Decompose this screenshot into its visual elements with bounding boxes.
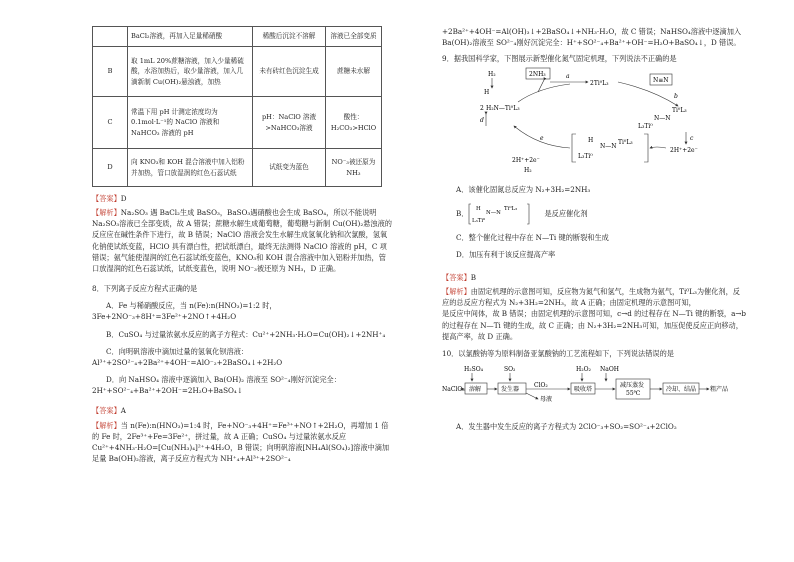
q8-option-d: D．向 NaHSO₄ 溶液中逐滴加入 Ba(OH)₂ 溶液至 SO²⁻₄刚好沉淀完全：2H⁺+SO²⁻₄+Ba²⁺+2OH⁻=2H₂O+BaSO₄↓ xyxy=(92,375,341,396)
row-label: C xyxy=(93,97,128,149)
q9-option-b-prefix: B． xyxy=(456,209,469,219)
left-h-label: H xyxy=(484,89,490,97)
table-row xyxy=(93,97,382,149)
question-8-title: 8．下列离子反应方程式正确的是 xyxy=(92,284,198,294)
nh3-label: 2NH₃ xyxy=(529,71,546,79)
analysis-text: 当 n(Fe):n(HNO₃)=1:4 时，Fe+NO⁻₃+4H⁺=Fe³⁺+NO↑+2H₂O，再增加 1 倍的 Fe 时，2Fe³⁺+Fe=3Fe²⁺，拼过量，故 A 正确；CuSO₄ 与过量浓氨水反应 Cu²⁺+4NH₃·H₂O=[Cu(NH₃)₄]²⁺+4H₂O，B 错误；向明矾溶液[NH₄Al(SO₄)₂]溶液中滴加足量 Ba(OH)₂溶液，离子反应方程式为 NH⁺₄+Al³⁺+2SO²⁻₄ xyxy=(92,420,390,463)
label-e: e xyxy=(540,135,544,143)
dissolve-label: 溶解 xyxy=(469,386,482,394)
row-operation: 取 1mL 20%蔗糖溶液，加入少量稀硫酸，水浴加热后，取少量溶液，加入几滴新制 Cu(OH)₂悬浊液，加热 xyxy=(128,47,253,97)
analysis-paragraph xyxy=(442,286,747,308)
crystallize-label: 冷却、结晶 xyxy=(666,386,697,394)
catalytic-cycle-diagram xyxy=(478,66,718,178)
struct-h: H xyxy=(476,205,482,212)
label-c: c xyxy=(690,135,694,143)
question-10-title: 10．以氯酸钠等为原料制备亚氯酸钠的工艺流程如下，下列说法错误的是 xyxy=(442,348,674,358)
arrow-b xyxy=(618,82,678,106)
q9-option-b-suffix: 是反应催化剂 xyxy=(544,209,588,219)
row-conclusion: 酸性：H₂CO₃>HClO xyxy=(326,97,382,149)
h-plus-right: 2H⁺+2e⁻ xyxy=(670,147,698,155)
answer-tag: 【答案】 xyxy=(92,406,121,416)
process-flow-diagram xyxy=(442,361,742,417)
q9-option-c: C．整个催化过程中存在 N—Ti 键的断裂和生成 xyxy=(456,232,609,242)
struct-tip: Ti⁰L₃ xyxy=(504,205,518,212)
absorber-label: 吸收塔 xyxy=(574,386,593,394)
row-label xyxy=(93,27,128,47)
row-operation: 向 KNO₃和 KOH 混合溶液中加入铝粉并加热，管口放湿润的红色石蕊试纸 xyxy=(128,149,253,187)
n2-label: N≡N xyxy=(653,77,669,85)
input-h2so4: H₂SO₄ xyxy=(464,366,484,374)
question-9-title: 9．据我国科学家，下图展示新型催化氮气固定机理，下列说法不正确的是 xyxy=(442,54,677,64)
row-phenomenon: pH：NaClO 溶液 >NaHCO₃溶液 xyxy=(253,97,326,149)
answer-tag: 【答案】 xyxy=(92,194,121,203)
bracket-right xyxy=(644,134,648,162)
answer-value: B xyxy=(470,272,477,282)
table-row xyxy=(93,47,382,97)
struct-l3ti: L₃Ti⁰ xyxy=(472,217,486,224)
label-a: a xyxy=(566,73,570,81)
product-label: 粗产品 xyxy=(710,386,729,394)
row-conclusion: 溶液已全部变质 xyxy=(326,27,382,47)
h2-top-label: H₂ xyxy=(488,71,496,79)
analysis-tag: 【解析】 xyxy=(92,208,121,218)
arrow xyxy=(518,84,570,102)
row-phenomenon: 稀酸后沉淀不溶解 xyxy=(253,27,326,47)
naclo3-label: NaClO₃ xyxy=(442,386,465,394)
h-plus-left: 2H⁺+2e⁻ xyxy=(512,157,540,165)
continued-analysis: +2Ba²⁺+4OH⁻=Al(OH)₃↓+2BaSO₄↓+NH₃·H₂O，故 C 错误；NaHSO₄溶液中逐滴加入 Ba(OH)₂溶液至 SO²⁻₄刚好沉淀完全：H⁺+SO²⁻₄+Ba²⁺+OH⁻=H₂O+BaSO₄↓，D 错误。 xyxy=(442,27,742,48)
q8-option-a: A．Fe 与稀硝酸反应，当 n(Fe):n(HNO₃)=1:2 时，3Fe+2NO⁻₃+8H⁺=3Fe²⁺+2NO↑+4H₂O xyxy=(92,301,277,322)
experiment-table xyxy=(92,26,382,187)
struct-nn: N—N xyxy=(486,209,502,216)
left-species: H₂N—Ti⁰L₃ xyxy=(486,105,520,113)
answer-line xyxy=(92,405,392,416)
row-operation: BaCl₂溶液，再加入足量稀硝酸 xyxy=(128,27,253,47)
h2-bottom-label: H₂ xyxy=(524,167,532,175)
mid-tip-label: Ti⁰L₃ xyxy=(618,139,633,147)
label-b: b xyxy=(674,93,678,101)
table-row xyxy=(93,27,382,47)
row-conclusion: NO⁻₃被还原为 NH₃ xyxy=(326,149,382,187)
answer-line xyxy=(442,272,747,283)
q10-option-a: A．发生器中发生反应的离子方程式为 2ClO⁻₃+SO₂=SO²⁻₄+2ClO₂ xyxy=(456,422,677,432)
input-naoh: NaOH xyxy=(600,366,619,374)
mid-l3ti-label: L₃Ti⁰ xyxy=(578,153,593,161)
analysis-text: 由固定机理的示意图可知，反应物为氮气和氢气，生成物为氨气，Ti⁰L₃为催化剂，反应的总反应方程式为 N₂+3H₂=2NH₃，故 A 正确；由固定机理的示意图可知， xyxy=(442,287,740,308)
q9-option-b xyxy=(442,202,747,226)
q9-option-a: A．该催化固氮总反应为 N₂+3H₂=2NH₃ xyxy=(456,185,591,195)
analysis-paragraph xyxy=(92,420,392,465)
label-d: d xyxy=(480,117,484,125)
evaporator-label-1: 减压蒸发 xyxy=(620,382,645,390)
row-phenomenon: 未有砖红色沉淀生成 xyxy=(253,47,326,97)
right-column xyxy=(442,26,747,432)
intermediate-structure xyxy=(468,202,530,226)
q9-option-d: D．加压有利于该反应提高产率 xyxy=(456,249,556,259)
row-conclusion: 蔗糖未水解 xyxy=(326,47,382,97)
right-nn-label: N—N xyxy=(654,115,671,123)
table-row xyxy=(93,149,382,187)
q8-option-c: C．向明矾溶液中滴加过量的氢氧化钡溶液：Al³⁺+2SO²⁻₄+2Ba²⁺+4OH⁻=AlO⁻₂+2BaSO₄↓+2H₂O xyxy=(92,346,283,367)
mid-h-label: H xyxy=(588,137,594,145)
analysis-tag: 【解析】 xyxy=(92,420,121,430)
right-tip-label: Ti⁰L₃ xyxy=(672,107,687,115)
analysis-paragraph-cont: 是反应中间体，故 B 错误；由固定机理的示意图可知，c→d 的过程存在 N—Ti 键的断裂，a→b 的过程存在 N—Ti 键的生成，故 C 正确；由 N₂+3H₂=2NH₃可知，加压促使反应正向移动，提高产率，故 D 正确。 xyxy=(442,309,747,341)
right-l3ti-label: L₃Ti⁰ xyxy=(638,123,653,131)
analysis-text: Na₂SO₃ 遇 BaCl₂生成 BaSO₃，BaSO₃遇硝酸也会生成 BaSO₄，所以不能说明 Na₂SO₃溶液已全部变质，故 A 错误；蔗糖水解生成葡萄糖，葡萄糖与新制 Cu(OH)₂悬浊液的反应应在碱性条件下进行，故 B 错误；NaClO 溶液会发生水解生成氢氧化钠和次氯酸，氢氧化钠使试纸变蓝，HClO 具有漂白性，把试纸漂白，最终无法测得 NaClO 溶液的 pH，C 项错误；氨气能使湿润的红色石蕊试纸变蓝色，KNO₃和 KOH 混合溶液中加入铝粉并加热，管口放湿润的红色石蕊试纸，试纸变蓝色，说明 NO⁻₃被还原为 NH₃，D 正确。 xyxy=(92,208,392,273)
bracket-left xyxy=(572,134,576,162)
answer-value: A xyxy=(120,406,126,416)
row-label: D xyxy=(93,149,128,187)
input-so2: SO₂ xyxy=(504,366,516,374)
left-coef: 2 xyxy=(480,105,484,113)
tip-top-label: 2Ti⁰L₃ xyxy=(590,80,609,88)
evaporator-label-2: 55℃ xyxy=(626,390,641,398)
answer-tag: 【答案】 xyxy=(442,272,471,282)
left-column xyxy=(92,26,392,464)
analysis-tag: 【解析】 xyxy=(442,287,471,297)
analysis-paragraph xyxy=(92,207,392,274)
mother-liquor-label: 母液 xyxy=(540,396,553,404)
mid-nn-label: N—N xyxy=(600,143,617,151)
answer-value: D xyxy=(120,194,127,203)
clo2-label: ClO₂ xyxy=(534,382,548,390)
input-h2o2: H₂O₂ xyxy=(576,366,591,374)
row-operation: 常温下用 pH 计测定浓度均为 0.1mol·L⁻¹的 NaClO 溶液和 NaHCO₃ 溶液的 pH xyxy=(128,97,253,149)
arrow xyxy=(650,147,666,148)
q8-option-b: B．CuSO₄ 与过量浓氨水反应的离子方程式：Cu²⁺+2NH₃·H₂O=Cu(OH)₂↓+2NH⁺₄ xyxy=(106,329,386,339)
row-phenomenon: 试纸变为蓝色 xyxy=(253,149,326,187)
row-label: B xyxy=(93,47,128,97)
generator-label: 发生器 xyxy=(501,386,520,394)
answer-line xyxy=(92,193,392,204)
